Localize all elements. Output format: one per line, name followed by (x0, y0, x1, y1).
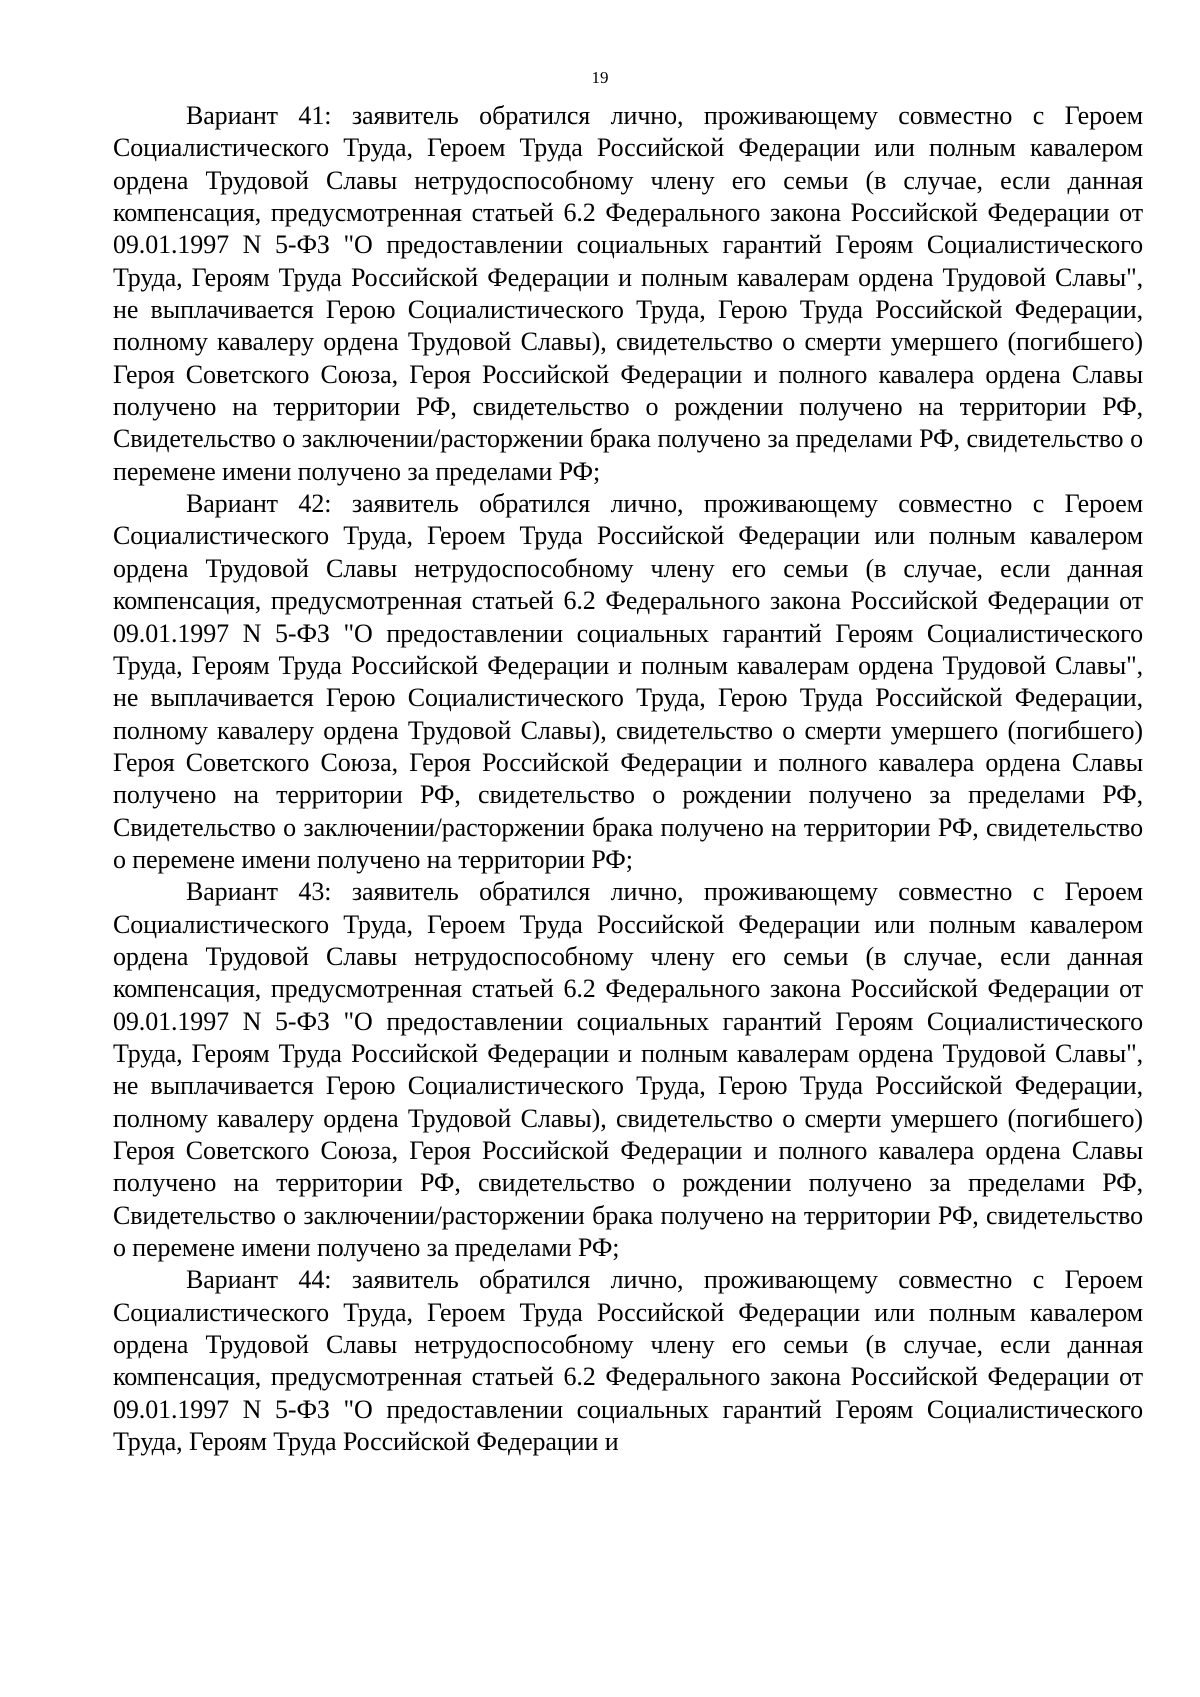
paragraph-variant-43: Вариант 43: заявитель обратился лично, проживающему совместно с Героем Социалистического Труда, Героем Труда Российской Федерации или полным кавалером ордена Трудовой Славы нетрудоспособному члену его семьи (в случае, если данная компенсация, предусмотренная статьей 6.2 Федерального закона Российской Федерации от 09.01.1997 N 5-ФЗ "О предоставлении социальных гарантий Героям Социалистического Труда, Героям Труда Российской Федерации и полным кавалерам ордена Трудовой Славы", не выплачивается Герою Социалистического Труда, Герою Труда Российской Федерации, полному кавалеру ордена Трудовой Славы), свидетельство о смерти умершего (погибшего) Героя Советского Союза, Героя Российской Федерации и полного кавалера ордена Славы получено на территории РФ, свидетельство о рождении получено за пределами РФ, Свидетельство о заключении/расторжении брака получено на территории РФ, свидетельство о перемене имени получено за пределами РФ; (113, 877, 1143, 1263)
paragraph-variant-41: Вариант 41: заявитель обратился лично, проживающему совместно с Героем Социалистического Труда, Героем Труда Российской Федерации или полным кавалером ордена Трудовой Славы нетрудоспособному члену его семьи (в случае, если данная компенсация, предусмотренная статьей 6.2 Федерального закона Российской Федерации от 09.01.1997 N 5-ФЗ "О предоставлении социальных гарантий Героям Социалистического Труда, Героям Труда Российской Федерации и полным кавалерам ордена Трудовой Славы", не выплачивается Герою Социалистического Труда, Герою Труда Российской Федерации, полному кавалеру ордена Трудовой Славы), свидетельство о смерти умершего (погибшего) Героя Советского Союза, Героя Российской Федерации и полного кавалера ордена Славы получено на территории РФ, свидетельство о рождении получено на территории РФ, Свидетельство о заключении/расторжении брака получено за пределами РФ, свидетельство о перемене имени получено за пределами РФ; (113, 101, 1143, 486)
paragraph-variant-44: Вариант 44: заявитель обратился лично, проживающему совместно с Героем Социалистического Труда, Героем Труда Российской Федерации или полным кавалером ордена Трудовой Славы нетрудоспособному члену его семьи (в случае, если данная компенсация, предусмотренная статьей 6.2 Федерального закона Российской Федерации от 09.01.1997 N 5-ФЗ "О предоставлении социальных гарантий Героям Социалистического Труда, Героям Труда Российской Федерации и (113, 1265, 1143, 1457)
paragraph-variant-42: Вариант 42: заявитель обратился лично, проживающему совместно с Героем Социалистического Труда, Героем Труда Российской Федерации или полным кавалером ордена Трудовой Славы нетрудоспособному члену его семьи (в случае, если данная компенсация, предусмотренная статьей 6.2 Федерального закона Российской Федерации от 09.01.1997 N 5-ФЗ "О предоставлении социальных гарантий Героям Социалистического Труда, Героям Труда Российской Федерации и полным кавалерам ордена Трудовой Славы", не выплачивается Герою Социалистического Труда, Герою Труда Российской Федерации, полному кавалеру ордена Трудовой Славы), свидетельство о смерти умершего (погибшего) Героя Советского Союза, Героя Российской Федерации и полного кавалера ордена Славы получено на территории РФ, свидетельство о рождении получено за пределами РФ, Свидетельство о заключении/расторжении брака получено на территории РФ, свидетельство о перемене имени получено на территории РФ; (113, 489, 1143, 874)
document-body (113, 100, 1143, 1458)
page-number: 19 (591, 68, 609, 87)
